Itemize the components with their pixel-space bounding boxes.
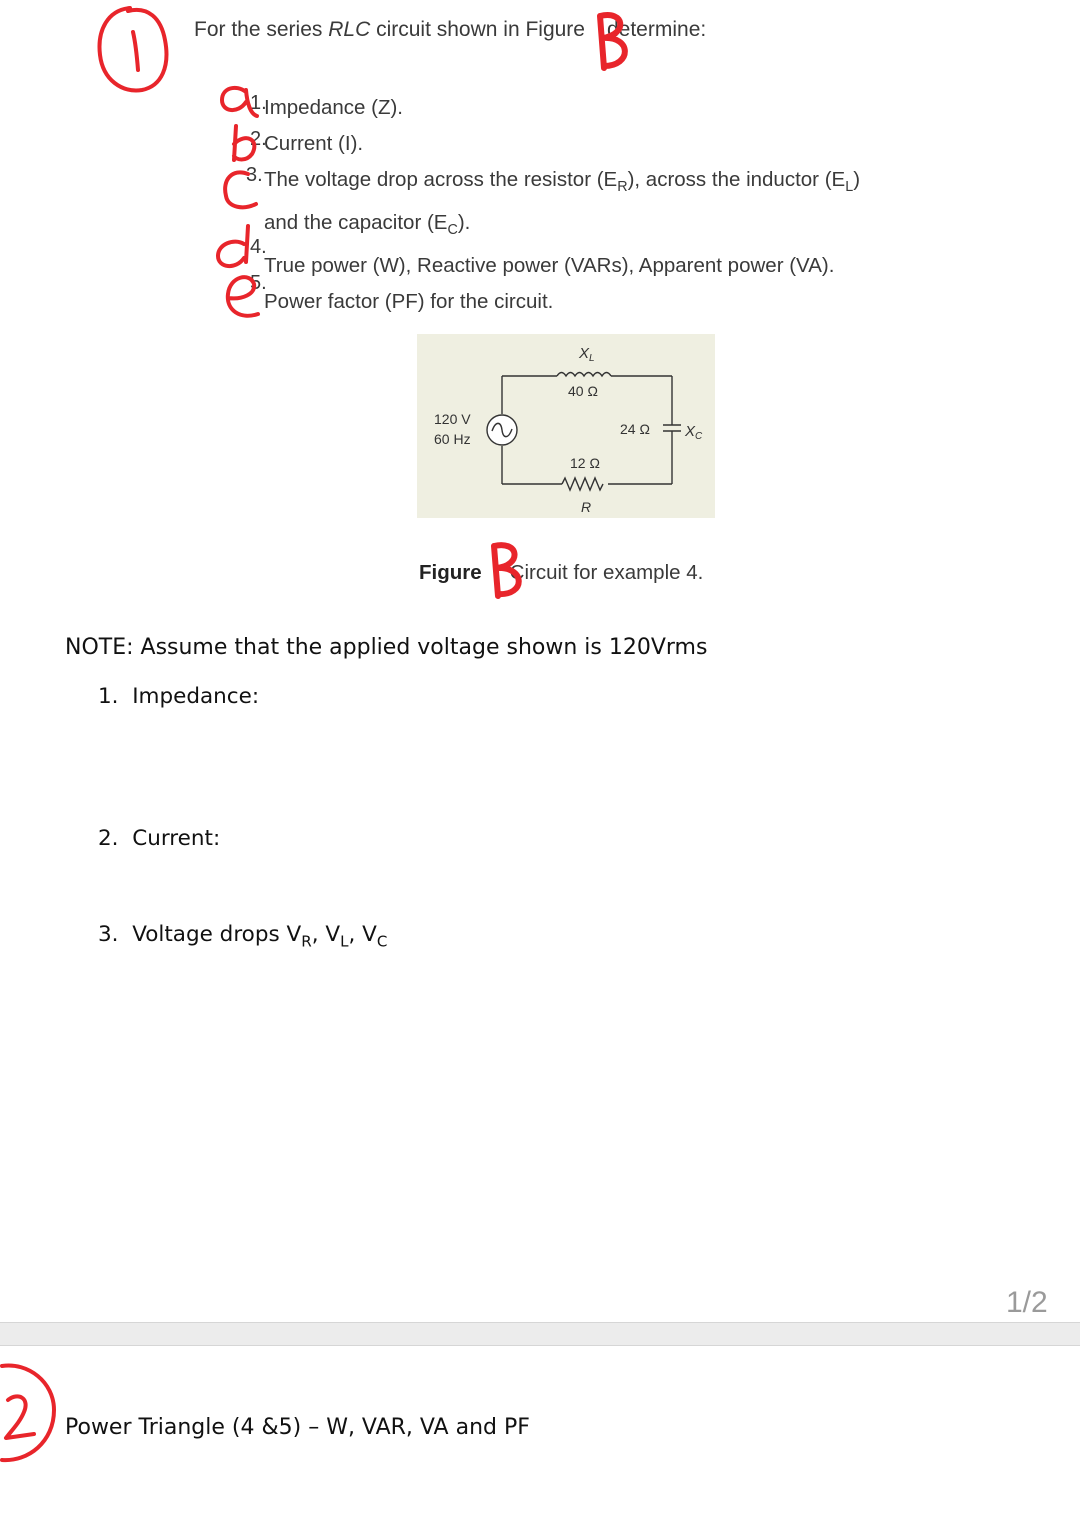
source-voltage: 120 V <box>434 411 471 427</box>
handwritten-d <box>218 226 248 266</box>
handwritten-b-top <box>600 15 625 68</box>
question-item-3-cont: and the capacitor $(E_C)$. <box>264 211 471 239</box>
r-value: 12 Ω <box>570 455 600 471</box>
r-label: R <box>581 499 592 515</box>
note-text: NOTE: Assume that the applied voltage shown is 120Vrms <box>65 635 708 660</box>
question-item-2: Current (I). <box>264 132 364 155</box>
handwritten-a <box>222 88 257 116</box>
handwritten-circle-1 <box>100 8 167 90</box>
page-indicator[interactable]: 1/2 <box>1006 1286 1048 1319</box>
question-number-2: 2. <box>250 128 267 150</box>
handwritten-digit-2 <box>6 1396 34 1438</box>
page-2 <box>0 1346 1080 1531</box>
answer-current: 2. Current: <box>98 826 221 851</box>
handwritten-circle-2 <box>0 1346 70 1476</box>
question-number-3: 3. <box>246 164 263 186</box>
problem-intro: For the series RLC circuit shown in Figure determine: <box>194 18 707 41</box>
source-frequency: 60 Hz <box>434 431 471 447</box>
question-number-1: 1. <box>250 92 267 114</box>
handwritten-b <box>234 126 254 160</box>
question-item-3: The voltage drop across the resistor $(E_R)$, across the inductor $(E_L)$ <box>264 168 861 196</box>
question-item-4: True power (W), Reactive power (VARs), Apparent power (VA). <box>264 254 835 278</box>
xl-label: $X_L$ <box>579 345 595 364</box>
question-number-4: 4. <box>250 236 267 258</box>
handwritten-digit-1 <box>133 32 138 70</box>
handwritten-e <box>228 277 258 316</box>
handwritten-b-caption <box>494 545 519 596</box>
page-2-title: Power Triangle (4 &5) – W, VAR, VA and PF <box>65 1415 530 1440</box>
handwriting-layer <box>0 0 1080 620</box>
page-separator <box>0 1322 1080 1346</box>
answer-impedance: 1. Impedance: <box>98 684 260 709</box>
question-item-1: Impedance (Z). <box>264 96 403 119</box>
handwritten-circle-arc <box>2 1365 54 1460</box>
question-number-5: 5. <box>250 272 267 294</box>
figure-caption: Figure Circuit for example 4. <box>419 561 704 584</box>
answer-voltage-drops: 3. Voltage drops $V_R$, $V_L$, $V_C$ <box>98 922 388 951</box>
xl-value: 40 Ω <box>568 383 598 399</box>
xc-value: 24 Ω <box>620 421 650 437</box>
handwritten-c <box>225 172 256 207</box>
xc-label: $X_C$ <box>685 423 703 442</box>
question-item-5: Power factor (PF) for the circuit. <box>264 290 554 314</box>
